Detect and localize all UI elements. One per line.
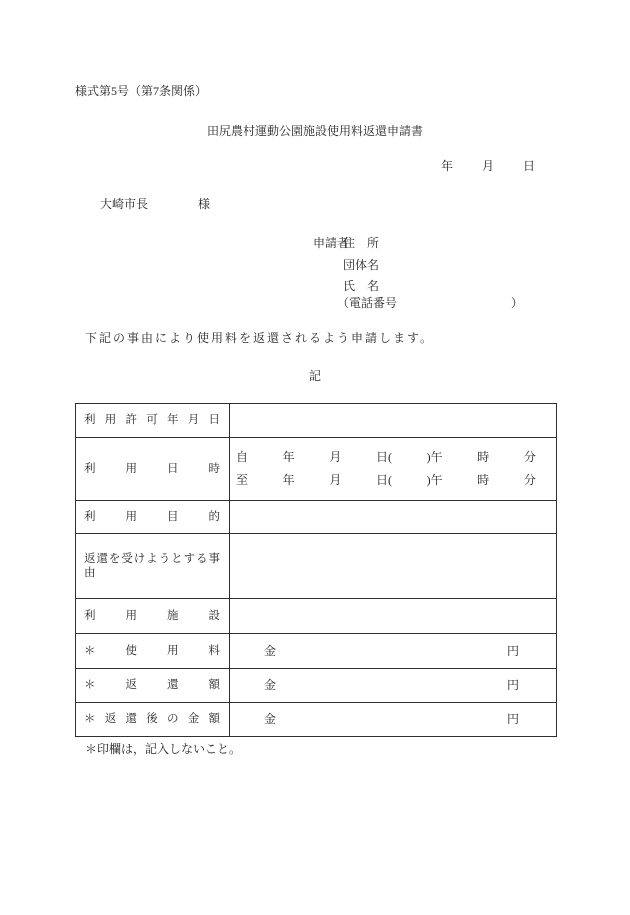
- row-permit-date-label: 利 用 許 可 年 月 日: [76, 404, 230, 438]
- addressee-title: 大崎市長: [100, 197, 149, 211]
- row-permit-date-value-cell: [230, 404, 556, 438]
- amount-suffix-yen: 円: [506, 712, 519, 726]
- row-use-facility-value-cell: [230, 599, 556, 634]
- addressee-line: [100, 197, 210, 212]
- applicant-address-label: 住 所: [343, 236, 380, 250]
- row-refund-amount-label: ＊ 返 還 額: [76, 669, 230, 703]
- date-day-label: 日: [522, 159, 535, 173]
- date-month-label: 月: [481, 159, 494, 173]
- row-use-datetime-value-cell: [230, 438, 556, 501]
- applicant-name-label: 氏 名: [343, 279, 380, 293]
- amount-suffix-yen: 円: [506, 678, 519, 692]
- row-refund-amount-value-cell: [230, 669, 556, 703]
- asterisk-footnote: ＊印欄は，記入しないこと。: [85, 742, 242, 756]
- row-usage-fee-value-cell: [230, 634, 556, 669]
- application-statement: 下記の事由により使用料を返還されるよう申請します。: [85, 331, 435, 345]
- applicant-label: 申請者: [313, 236, 350, 250]
- row-amount-after-refund-label: ＊ 返 還 後 の 金 額: [76, 703, 230, 736]
- datetime-to-line: 至 年 月 日( )午 時 分: [236, 473, 536, 487]
- applicant-phone-label: （電話番号: [337, 296, 398, 310]
- datetime-from-line: 自 年 月 日( )午 時 分: [236, 450, 536, 464]
- application-detail-table: [75, 403, 557, 737]
- amount-prefix-yen-kanji: 金: [264, 678, 277, 692]
- form-number: 様式第5号（第7条関係）: [75, 84, 208, 98]
- row-amount-after-refund-value-cell: [230, 703, 556, 736]
- applicant-phone-line: [337, 296, 523, 311]
- addressee-honorific: 様: [197, 197, 210, 211]
- row-refund-reason-value-cell: [230, 534, 556, 599]
- applicant-phone-close-paren: ）: [510, 296, 523, 310]
- record-heading: 記: [308, 369, 321, 383]
- page-title: 田尻農村運動公園施設使用料返還申請書: [206, 124, 423, 138]
- amount-prefix-yen-kanji: 金: [264, 712, 277, 726]
- row-use-purpose-value-cell: [230, 501, 556, 534]
- amount-suffix-yen: 円: [506, 643, 519, 658]
- row-use-datetime-label: 利 用 日 時: [76, 438, 230, 501]
- row-usage-fee-label: ＊ 使 用 料: [76, 634, 230, 669]
- row-use-facility-label: 利 用 施 設: [76, 599, 230, 634]
- row-refund-reason-label: 返還を受けようとする事由: [76, 534, 230, 599]
- applicant-organization-label: 団体名: [343, 258, 380, 272]
- date-year-label: 年: [441, 159, 454, 173]
- amount-prefix-yen-kanji: 金: [264, 643, 277, 658]
- date-line: [441, 159, 535, 174]
- row-use-purpose-label: 利 用 目 的: [76, 501, 230, 534]
